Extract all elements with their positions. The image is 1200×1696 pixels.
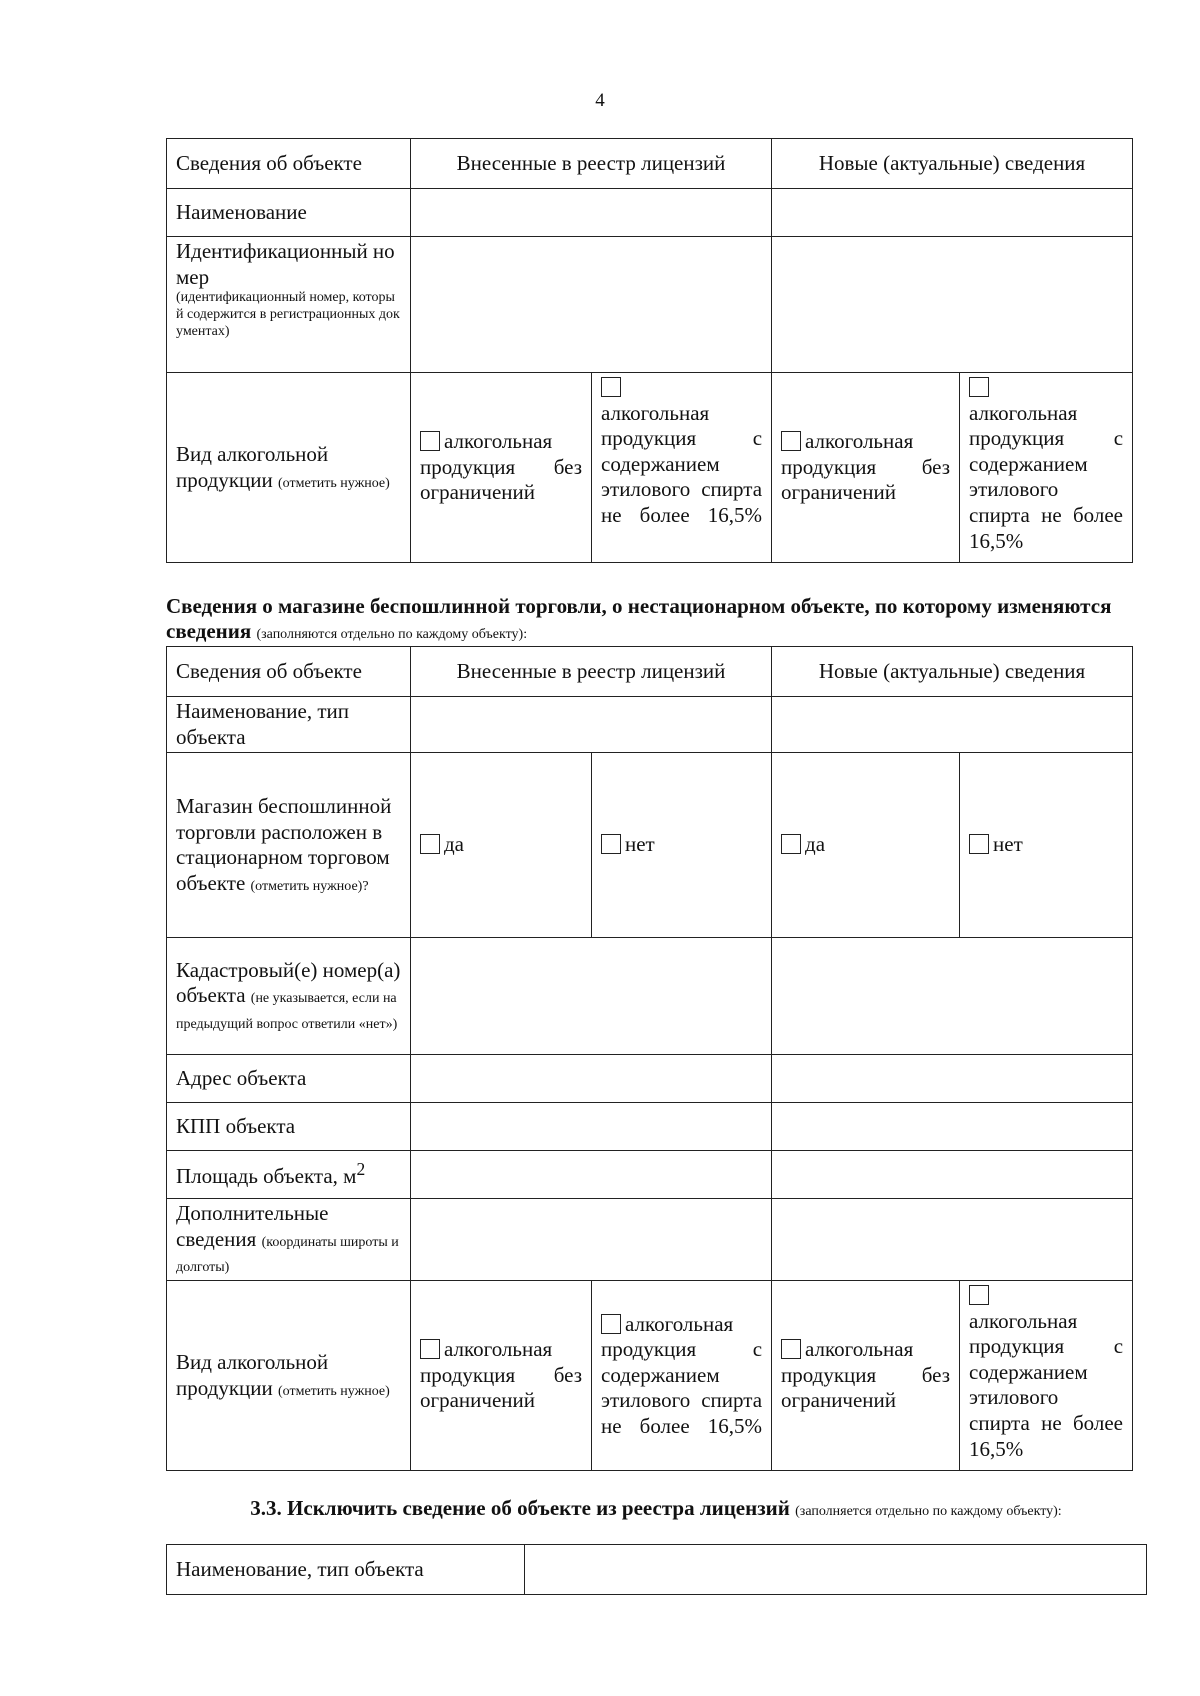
extra-label: Дополнительные сведения [176, 1201, 329, 1251]
kind-registered-limited [592, 373, 772, 563]
kind-label: Вид алкогольной продукции [176, 1349, 329, 1400]
stationary-label: Магазин беспошлинной торговли расположен в стационарном торговом объекте [176, 794, 392, 895]
option-unlimited-text: алкогольная продукция без ограничений [781, 429, 951, 505]
no-label: нет [625, 832, 655, 857]
area-superscript: 2 [356, 1159, 366, 1180]
name-new-cell[interactable] [772, 189, 1133, 237]
address-registered-cell[interactable] [411, 1055, 772, 1103]
name-registered-cell[interactable] [411, 189, 772, 237]
kind-label: Вид алкогольной продукции [176, 441, 329, 492]
checkbox-unlimited-registered[interactable] [420, 431, 440, 451]
kind-registered-unlimited [411, 1281, 592, 1471]
address-new-cell[interactable] [772, 1055, 1133, 1103]
row-label-kpp: КПП объекта [167, 1103, 411, 1151]
row-label-kind [167, 373, 411, 563]
checkbox-unlimited-new[interactable] [781, 1339, 801, 1359]
header-registered: Внесенные в реестр лицензий [411, 647, 772, 697]
row-label-name-type: Наименование, тип объекта [167, 697, 411, 753]
row-label-extra [167, 1199, 411, 1281]
row-label-name: Наименование [167, 189, 411, 237]
duty-free-table [166, 646, 1133, 1471]
cadastral-label: Кадастровый(е) номер(а) объекта [176, 957, 401, 1008]
id-number-label: Идентификационный номер [176, 239, 395, 289]
kind-note: (отметить нужное) [278, 475, 390, 491]
checkbox-unlimited-new[interactable] [781, 431, 801, 451]
row-label-name-type: Наименование, тип объекта [167, 1545, 525, 1595]
option-unlimited-text: алкогольная продукция без ограничений [781, 1337, 951, 1413]
row-label-kind [167, 1281, 411, 1471]
kind-new-limited [960, 1281, 1133, 1471]
stationary-registered-yes [411, 753, 592, 938]
checkbox-no-new[interactable] [969, 834, 989, 854]
no-label: нет [993, 832, 1023, 857]
option-unlimited-text: алкогольная продукция без ограничений [420, 429, 582, 505]
option-limited-text: алкогольная продукция с содержанием этилового спирта не более 16,5% [969, 1308, 1124, 1461]
option-unlimited-text: алкогольная продукция без ограничений [420, 1337, 582, 1413]
row-label-stationary [167, 753, 411, 938]
area-registered-cell[interactable] [411, 1151, 772, 1199]
section-duty-free-title: Сведения о магазине беспошлинной торговли, о нестационарном объекте, по которому изменяются сведения [166, 594, 1112, 644]
exclude-table [166, 1544, 1147, 1595]
id-new-cell[interactable] [772, 237, 1133, 373]
name-type-registered-cell[interactable] [411, 697, 772, 753]
checkbox-unlimited-registered[interactable] [420, 1339, 440, 1359]
kpp-new-cell[interactable] [772, 1103, 1133, 1151]
yes-label: да [444, 832, 465, 857]
checkbox-limited-registered[interactable] [601, 377, 621, 397]
option-limited-text: алкогольная продукция с содержанием этилового спирта не более 16,5% [601, 400, 763, 528]
row-label-id-number [167, 237, 411, 373]
kind-note: (отметить нужное) [278, 1383, 390, 1399]
object-info-table [166, 138, 1133, 563]
kind-new-unlimited [772, 1281, 960, 1471]
option-limited-text: алкогольная продукция с содержанием этилового спирта не более 16,5% [969, 400, 1124, 553]
cadastral-registered-cell[interactable] [411, 938, 772, 1055]
stationary-new-no [960, 753, 1133, 938]
header-new: Новые (актуальные) сведения [772, 139, 1133, 189]
checkbox-limited-new[interactable] [969, 1285, 989, 1305]
kpp-registered-cell[interactable] [411, 1103, 772, 1151]
extra-new-cell[interactable] [772, 1199, 1133, 1281]
header-object-info: Сведения об объекте [167, 647, 411, 697]
page-number: 4 [595, 90, 605, 111]
cadastral-new-cell[interactable] [772, 938, 1133, 1055]
kind-new-limited [960, 373, 1133, 563]
kind-registered-limited [592, 1281, 772, 1471]
stationary-note: (отметить нужное)? [250, 878, 369, 894]
option-limited-text: алкогольная продукция с содержанием этилового спирта не более 16,5% [601, 1311, 763, 1438]
checkbox-yes-registered[interactable] [420, 834, 440, 854]
checkbox-yes-new[interactable] [781, 834, 801, 854]
area-new-cell[interactable] [772, 1151, 1133, 1199]
id-registered-cell[interactable] [411, 237, 772, 373]
area-label: Площадь объекта, м [176, 1164, 357, 1189]
yes-label: да [805, 832, 826, 857]
kind-new-unlimited [772, 373, 960, 563]
exclude-name-type-cell[interactable] [525, 1545, 1147, 1595]
row-label-area [167, 1151, 411, 1199]
row-label-cadastral [167, 938, 411, 1055]
section-exclude-heading [166, 1497, 1146, 1521]
id-number-note: (идентификационный номер, который содержится в регистрационных документах) [176, 290, 400, 339]
section-exclude-note: (заполняется отдельно по каждому объекту): [795, 1504, 1062, 1519]
kind-registered-unlimited [411, 373, 592, 563]
section-duty-free-note: (заполняются отдельно по каждому объекту): [256, 627, 528, 643]
checkbox-limited-new[interactable] [969, 377, 989, 397]
name-type-new-cell[interactable] [772, 697, 1133, 753]
header-registered: Внесенные в реестр лицензий [411, 139, 772, 189]
checkbox-no-registered[interactable] [601, 834, 621, 854]
header-object-info: Сведения об объекте [167, 139, 411, 189]
section-duty-free-heading [166, 594, 1146, 644]
header-new: Новые (актуальные) сведения [772, 647, 1133, 697]
cadastral-note: (не указывается, если на предыдущий вопрос ответили «нет») [176, 991, 398, 1033]
stationary-registered-no [592, 753, 772, 938]
checkbox-limited-registered[interactable] [601, 1314, 621, 1334]
extra-note: (координаты широты и долготы) [176, 1234, 399, 1276]
section-exclude-title: 3.3. Исключить сведение об объекте из реестра лицензий [250, 1496, 790, 1520]
stationary-new-yes [772, 753, 960, 938]
extra-registered-cell[interactable] [411, 1199, 772, 1281]
row-label-address: Адрес объекта [167, 1055, 411, 1103]
